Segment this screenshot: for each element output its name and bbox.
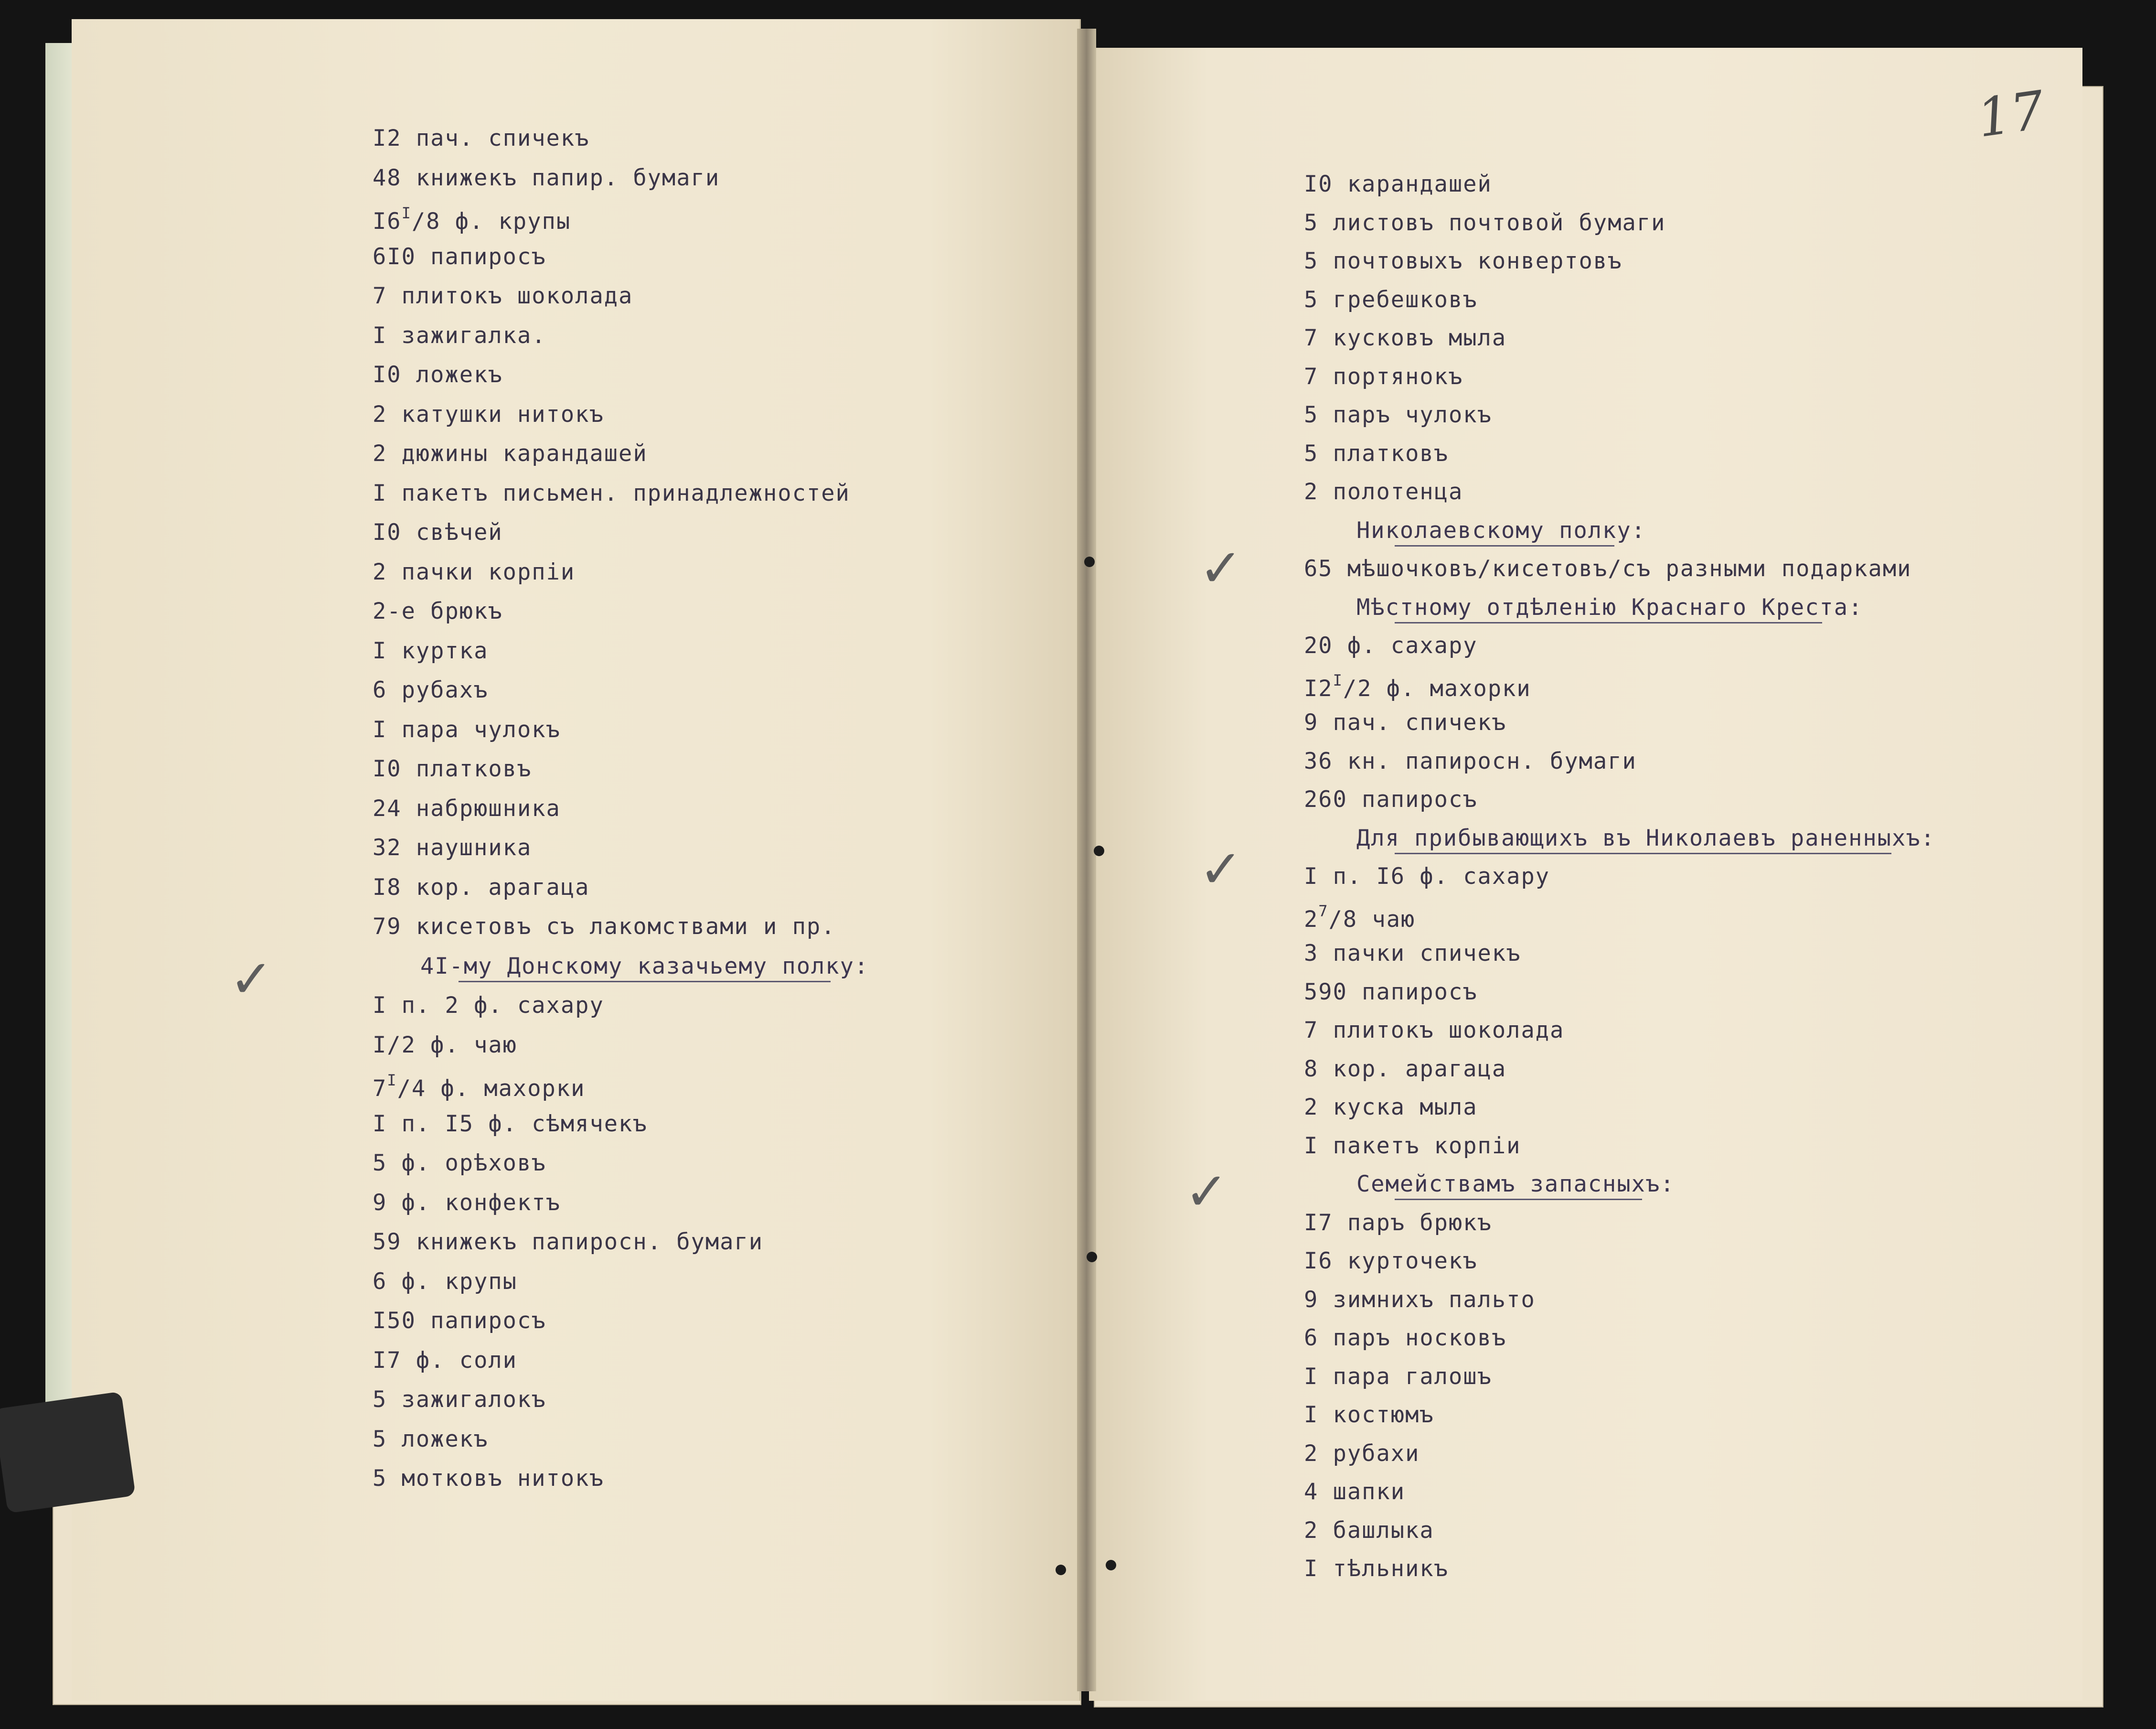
list-item: 5 почтовыхъ конвертовъ	[1304, 248, 1622, 274]
list-item: I зажигалка.	[373, 322, 546, 349]
list-item: 9 зимнихъ пальто	[1304, 1286, 1536, 1313]
list-item: I пакетъ корпiи	[1304, 1132, 1521, 1159]
left-page	[72, 19, 1081, 1701]
list-item: I п. 2 ф. сахару	[373, 992, 604, 1019]
heading-underline	[1395, 853, 1891, 854]
list-item: 20 ф. сахару	[1304, 633, 1478, 659]
binding-hole	[1094, 846, 1104, 856]
book-gutter	[1077, 29, 1096, 1691]
list-item: 5 зажигалокъ	[373, 1386, 546, 1413]
list-item: I пара чулокъ	[373, 716, 561, 743]
list-item: 6I0 папиросъ	[373, 243, 546, 270]
list-item: 32 наушника	[373, 835, 532, 861]
list-item: 8 кор. арагаца	[1304, 1055, 1507, 1082]
list-item: 3 пачки спичекъ	[1304, 940, 1521, 967]
list-item: 6 паръ носковъ	[1304, 1325, 1507, 1351]
section-heading: 4I-му Донскому казачьему полку:	[420, 953, 869, 979]
binding-hole	[1056, 1565, 1066, 1575]
list-item: 5 мотковъ нитокъ	[373, 1465, 604, 1492]
list-item: I пара галошъ	[1304, 1363, 1492, 1390]
heading-underline	[1395, 545, 1614, 547]
list-item: 7 плитокъ шоколада	[373, 283, 633, 309]
list-item: 2 дюжины карандашей	[373, 440, 648, 467]
list-item: 2 катушки нитокъ	[373, 401, 604, 428]
list-item: I7 ф. соли	[373, 1347, 517, 1374]
cover-edge	[45, 43, 74, 1500]
list-item: 2 пачки корпiи	[373, 558, 576, 585]
list-item: $2^7/8$ чаю	[1304, 902, 1416, 933]
list-item: 24 набрюшника	[373, 795, 561, 822]
binding-hole	[1106, 1560, 1116, 1570]
list-item: 5 листовъ почтовой бумаги	[1304, 209, 1666, 236]
binding-hole	[1084, 557, 1095, 567]
list-item: $I6^I/8$ ф. крупы	[373, 204, 571, 235]
list-item: I2 пач. спичекъ	[373, 125, 590, 151]
list-item: 590 папиросъ	[1304, 978, 1478, 1005]
list-item: 2 полотенца	[1304, 479, 1463, 505]
list-item: I6 курточекъ	[1304, 1248, 1478, 1274]
list-item: 7 кусковъ мыла	[1304, 325, 1507, 351]
list-item: 6 ф. крупы	[373, 1268, 517, 1295]
list-item: 65 мѣшочковъ/кисетовъ/съ разными подарками	[1304, 556, 1912, 582]
heading-underline	[459, 981, 831, 982]
section-heading: Для прибывающихъ въ Николаевъ раненныхъ:	[1356, 825, 1935, 851]
list-item: 2 рубахи	[1304, 1440, 1420, 1467]
list-item: 2-е брюкъ	[373, 598, 503, 624]
list-item: 5 платковъ	[1304, 440, 1449, 467]
section-heading: Семействамъ запасныхъ:	[1356, 1171, 1675, 1197]
page-number: 17	[1973, 79, 2049, 150]
list-item: I0 свѣчей	[373, 519, 503, 546]
list-item: I8 кор. арагаца	[373, 874, 590, 901]
checkmark: ✓	[1199, 838, 1243, 900]
list-item: 5 ложекъ	[373, 1426, 489, 1452]
heading-underline	[1395, 1199, 1642, 1200]
list-item: 7 портянокъ	[1304, 363, 1463, 390]
heading-underline	[1395, 622, 1822, 623]
list-item: I0 карандашей	[1304, 171, 1492, 197]
list-item: 9 пач. спичекъ	[1304, 709, 1507, 736]
list-item: I50 папиросъ	[373, 1308, 546, 1334]
list-item: 2 башлыка	[1304, 1517, 1434, 1544]
checkmark: ✓	[229, 948, 274, 1009]
list-item: I пакетъ письмен. принадлежностей	[373, 480, 850, 506]
list-item: $I2^I/2$ ф. махорки	[1304, 671, 1531, 702]
list-item: I костюмъ	[1304, 1402, 1434, 1428]
binder-clip	[0, 1391, 136, 1513]
checkmark: ✓	[1185, 1161, 1229, 1222]
list-item: 48 книжекъ папир. бумаги	[373, 164, 720, 191]
list-item: 5 паръ чулокъ	[1304, 402, 1492, 428]
list-item: I п. I5 ф. сѣмячекъ	[373, 1110, 648, 1137]
list-item: 9 ф. конфектъ	[373, 1189, 561, 1216]
list-item: 36 кн. папиросн. бумаги	[1304, 748, 1637, 774]
list-item: I/2 ф. чаю	[373, 1031, 517, 1058]
list-item: 2 куска мыла	[1304, 1094, 1478, 1120]
binding-hole	[1087, 1252, 1097, 1262]
list-item: 79 кисетовъ съ лакомствами и пр.	[373, 913, 836, 940]
list-item: I куртка	[373, 637, 489, 664]
checkmark: ✓	[1199, 537, 1243, 599]
list-item: 260 папиросъ	[1304, 786, 1478, 813]
list-item: I7 паръ брюкъ	[1304, 1209, 1492, 1236]
list-item: I п. I6 ф. сахару	[1304, 863, 1550, 890]
section-heading: Мѣстному отдѣленiю Краснаго Креста:	[1356, 594, 1863, 621]
section-heading: Николаевскому полку:	[1356, 517, 1646, 544]
list-item: 7 плитокъ шоколада	[1304, 1017, 1565, 1043]
list-item: 5 гребешковъ	[1304, 286, 1478, 313]
list-item: I0 платковъ	[373, 756, 532, 782]
list-item: 59 книжекъ папиросн. бумаги	[373, 1229, 764, 1255]
list-item: 5 ф. орѣховъ	[373, 1150, 546, 1176]
list-item: 4 шапки	[1304, 1479, 1406, 1505]
list-item: $7^I/4$ ф. махорки	[373, 1071, 586, 1102]
list-item: 6 рубахъ	[373, 677, 489, 703]
list-item: I0 ложекъ	[373, 362, 503, 388]
list-item: I тѣльникъ	[1304, 1556, 1449, 1582]
